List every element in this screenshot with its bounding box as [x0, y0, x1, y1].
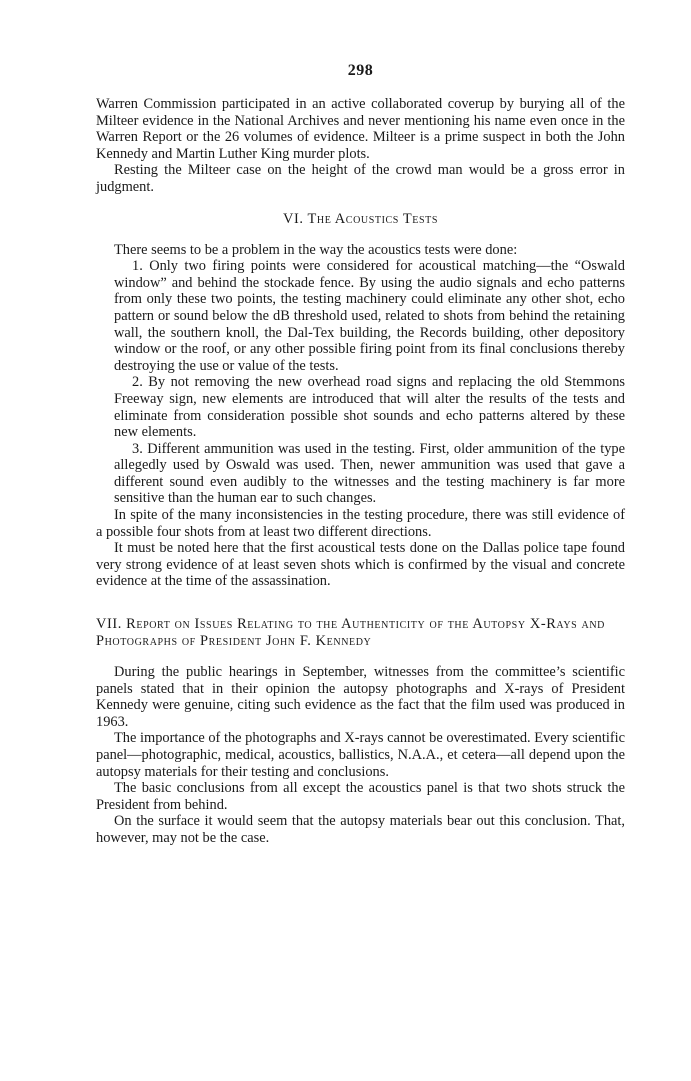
paragraph: The basic conclusions from all except the acoustics panel is that two shots struck the President from behind.: [96, 780, 625, 813]
list-item: 2. By not removing the new overhead road signs and replacing the old Stemmons Freeway sign, new elements are introduced that will alter the results of the tests and eliminate from consideration possible shot sounds and echo patterns altered by these new elements.: [114, 374, 625, 441]
paragraph: There seems to be a problem in the way the acoustics tests were done:: [114, 241, 518, 258]
paragraph: During the public hearings in September, witnesses from the committee’s scientific panels stated that in their opinion the autopsy photographs and X-rays of President Kennedy were genuine, citing such evidence as the fact that the film used was produced in 1963.: [96, 664, 625, 730]
section-heading-acoustics: VI. The Acoustics Tests: [282, 210, 439, 227]
paragraph: The importance of the photographs and X-rays cannot be overestimated. Every scientific panel—photographic, medical, acoustics, ballistics, N.A.A., et cetera—all depend upon the autopsy materials for their testing and conclusions.: [96, 730, 625, 780]
page-number: 298: [347, 62, 374, 79]
paragraph-continued: Warren Commission participated in an active collaborated coverup by burying all of the Milteer evidence in the National Archives and never mentioning his name even once in the Warren Report or the 26 volumes of evidence. Milteer is a prime suspect in both the John Kennedy and Martin Luther King murder plots.: [96, 96, 625, 162]
section-heading-autopsy: VII. Report on Issues Relating to the Authenticity of the Autopsy X-Rays and Photographs of President John F. Kennedy: [96, 616, 605, 650]
paragraph: It must be noted here that the first acoustical tests done on the Dallas police tape found very strong evidence of at least seven shots which is confirmed by the visual and concrete evidence at the time of the assassination.: [96, 540, 625, 590]
paragraph: Resting the Milteer case on the height of the crowd man would be a gross error in judgment.: [96, 162, 625, 195]
paragraph: On the surface it would seem that the autopsy materials bear out this conclusion. That, however, may not be the case.: [96, 813, 625, 846]
list-item: 1. Only two firing points were considered for acoustical matching—the “Oswald window” and behind the stockade fence. By using the audio signals and echo patterns from only these two points, the testing machinery could eliminate any other shot, echo pattern or sound below the dB threshold used, related to shots from behind the retaining wall, the southern knoll, the Dal-Tex building, the Records building, other depository window or the roof, or any other possible firing point from its final conclusions thereby destroying the use or value of the tests.: [114, 258, 625, 374]
list-item: 3. Different ammunition was used in the testing. First, older ammunition of the type allegedly used by Oswald was used. Then, newer ammunition was used that gave a different sound even audibly to the witnesses and the testing machinery is far more sensitive than the human ear to such changes.: [114, 440, 625, 507]
paragraph: In spite of the many inconsistencies in the testing procedure, there was still evidence of a possible four shots from at least two different directions.: [96, 507, 625, 540]
